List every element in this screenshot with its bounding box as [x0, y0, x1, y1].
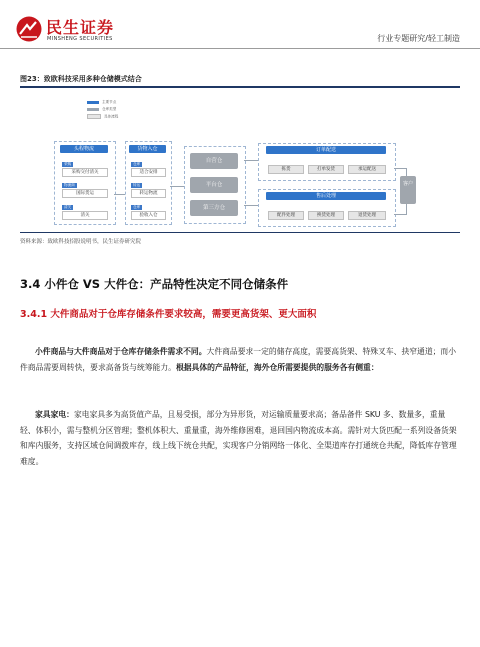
flow-step: 采购交付清关 — [62, 168, 108, 177]
node-tag: 清关 — [64, 205, 72, 209]
legend-item: 主要节点 — [87, 100, 116, 105]
flow-step: 退货处理 — [348, 211, 386, 220]
figure-bottom-rule — [20, 232, 460, 233]
flow-step: 打单发货 — [308, 165, 344, 174]
header-divider — [0, 48, 480, 49]
brand-name: 民生证券 — [46, 18, 115, 37]
paragraph-bold: 根据具体的产品特征，海外仓所需要提供的服务各有侧重： — [175, 362, 379, 372]
node-tag: 转运 — [133, 183, 141, 187]
inbound-logistics-header: 头程物流 — [60, 145, 108, 153]
figure-source: 资料来源：致欧科技招股说明书，民生证券研究院 — [20, 239, 142, 245]
flow-arrow — [244, 205, 258, 206]
flow-step: 承运配送 — [348, 165, 386, 174]
order-delivery-header: 订单配送 — [266, 146, 386, 154]
figure-top-rule — [20, 86, 460, 88]
flow-step: 国际货运 — [62, 189, 108, 198]
paragraph-1 — [20, 344, 460, 375]
flow-step: 配件处理 — [268, 211, 304, 220]
node-tag: 采购 — [64, 162, 72, 166]
flow-arrow — [170, 186, 184, 187]
flow-step: 验收入仓 — [131, 211, 166, 220]
node-tag: 物流商 — [64, 183, 75, 187]
flow-arrow — [244, 160, 258, 161]
paragraph-text: 家电家具多为高货值产品，且易受损，部分为异形货，对运输质量要求高；备品备件 SKU 多、数量多，重量轻、体积小，需与整机分区管理；整机体积大、重量重，海外维修困难，退回国内物流成本高。需针对大货匹配一系列设备货架和库内服务，支持区域仓间调拨库存，线上线下统仓共配，实现客户分销网络一体化、全渠道库存打通统仓共配，降低库存管理难度。 — [20, 410, 457, 466]
brand-name-en: MINSHENG SECURITIES — [47, 36, 113, 42]
node-tag: 仓库 — [133, 205, 141, 209]
after-sale-header: 售后处理 — [266, 192, 386, 200]
flow-step: 清关 — [62, 211, 108, 220]
paragraph-bold: 家具家电： — [35, 410, 74, 419]
flow-step: 换货处理 — [308, 211, 344, 220]
warehouse-self: 自营仓 — [190, 153, 238, 169]
flow-step: 适合安排 — [131, 168, 166, 177]
flow-step: 转运物流 — [131, 189, 166, 198]
flow-arrow — [114, 194, 125, 195]
warehouse-third-party: 第三方仓 — [190, 200, 238, 216]
warehouse-entry-header: 货物入仓 — [129, 145, 166, 153]
report-category: 行业专题研究/轻工制造 — [377, 34, 460, 43]
warehouse-platform: 平台仓 — [190, 177, 238, 193]
flow-step: 拣货 — [268, 165, 304, 174]
logo-icon — [16, 16, 42, 42]
paragraph-2 — [20, 407, 460, 469]
customer-node: 客户 — [400, 176, 416, 204]
paragraph-bold: 小件商品与大件商品对于仓库存储条件需求不同。 — [35, 347, 207, 356]
subsection-heading: 3.4.1 大件商品对于仓库存储条件要求较高，需要更高货架、更大面积 — [20, 309, 317, 320]
section-heading: 3.4 小件仓 VS 大件仓：产品特性决定不同仓储条件 — [20, 277, 289, 291]
legend-item: 仓库类型 — [87, 107, 116, 112]
paragraph-text: 大件商品要求一定的储存高度，需要高货架、特殊叉车、抉窄通道；而小件商品需要周转快，要求高备货与统筹能力。 — [20, 347, 457, 372]
node-tag: 仓库 — [133, 162, 141, 166]
figure-title: 图23：致欧科技采用多种仓储模式结合 — [20, 75, 142, 83]
flow-arrow — [394, 214, 406, 215]
legend-item: 具体流程 — [87, 114, 118, 120]
flow-arrow — [394, 168, 406, 169]
